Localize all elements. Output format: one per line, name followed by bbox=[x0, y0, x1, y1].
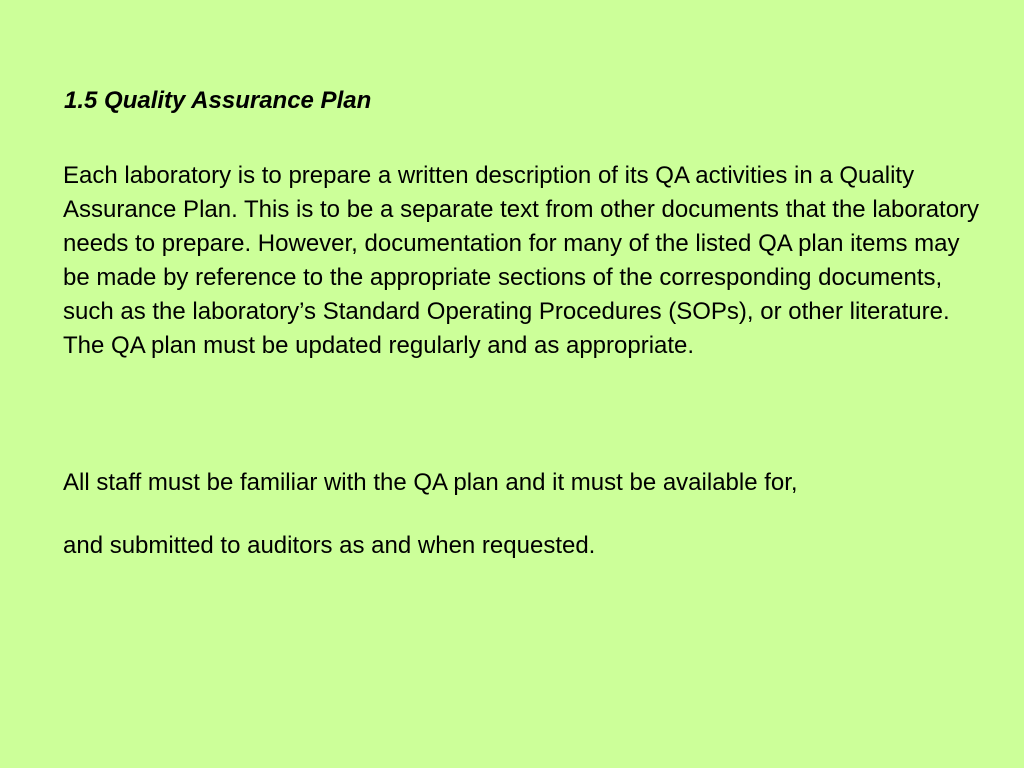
body-paragraph-qa-plan-description: Each laboratory is to prepare a written description of its QA activities in a Quality Assurance Plan. This is to be a separate text from other documents that the laboratory needs to prepare. However, documentation for many of the listed QA plan items may be made by reference to the appropriate sections of the corresponding documents, such as the laboratory’s Standard Operating Procedures (SOPs), or other literature. The QA plan must be updated regularly and as appropriate. bbox=[63, 162, 980, 359]
body-paragraph-staff-familiarity: All staff must be familiar with the QA plan and it must be available for, bbox=[63, 469, 798, 496]
slide-title: 1.5 Quality Assurance Plan bbox=[64, 87, 372, 114]
body-paragraph-auditor-submission: and submitted to auditors as and when requested. bbox=[63, 532, 596, 559]
